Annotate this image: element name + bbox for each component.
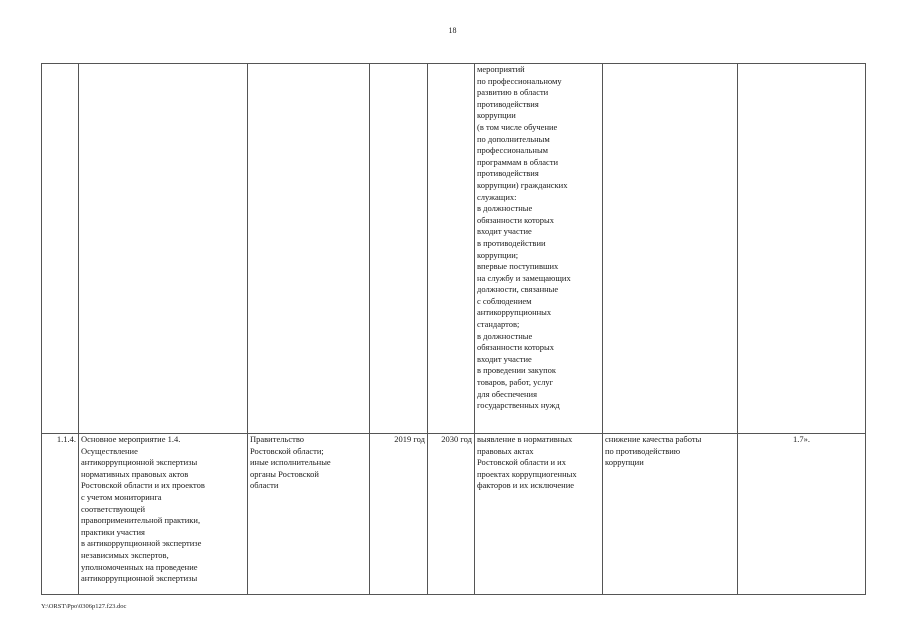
text-line: проектах коррупциогенных [477,468,577,479]
cell-start-year: 2019 год [370,434,428,595]
cell-number [42,64,79,434]
text-line: впервые поступивших [477,261,559,272]
cell-end-year [428,64,475,434]
text-line: должности, связанные [477,284,559,295]
cell-indicator [738,64,866,434]
text-line: развитию в области [477,87,549,98]
text-line: в должностные [477,330,533,341]
text-line: по профессиональному [477,75,562,86]
text-line: уполномоченных на проведение [81,561,198,572]
text-line: по противодействию [605,445,681,456]
text-line: Осуществление [81,445,138,456]
text-line: по дополнительным [477,133,550,144]
text-line: соответствующей [81,503,146,514]
text-line: коррупции [477,110,516,121]
cell-end-year: 2030 год [428,434,475,595]
text-line: в проведении закупок [477,365,556,376]
text-line: правовых актах [477,445,534,456]
text-line: в должностные [477,203,533,214]
text-line: коррупции [605,457,644,468]
text-line: входит участие [477,226,532,237]
text-line: антикоррупционной экспертизы [81,457,198,468]
page-number: 18 [448,26,457,35]
text-line: факторов и их исключение [477,480,575,491]
table-row [42,434,866,595]
text-line: практики участия [81,526,145,537]
text-line: государственных нужд [477,400,560,411]
text-line: мероприятий [477,64,525,74]
cell-consequences [603,64,738,434]
file-path: Y:\ORST\Ppo\0306p127.f23.doc [41,603,127,610]
text-line: коррупции) гражданских [477,179,568,190]
text-line: Правительство [250,434,305,444]
text-line: антикоррупционных [477,307,552,318]
cell-measure-name [79,64,248,434]
text-line: обязанности которых [477,214,555,225]
text-line: на службу и замещающих [477,272,571,283]
text-line: выявление в нормативных [477,434,573,444]
text-line: независимых экспертов, [81,549,169,560]
text-line: служащих: [477,191,517,202]
text-line: органы Ростовской [250,468,319,479]
cell-number: 1.1.4. [42,434,79,595]
text-line: стандартов; [477,319,520,330]
text-line: иные исполнительные [250,457,331,468]
text-line: антикоррупционной экспертизы [81,573,198,584]
text-line: обязанности которых [477,342,555,353]
text-line: противодействия [477,168,539,179]
measures-table [41,63,866,595]
cell-executor [248,434,370,595]
text-line: нормативных правовых актов [81,468,189,479]
text-line: Ростовской области; [250,445,324,456]
text-line: для обеспечения [477,388,537,399]
text-line: в антикоррупционной экспертизе [81,538,202,549]
text-line: (в том числе обучение [477,121,558,132]
cell-expected-result [475,434,603,595]
table-row [42,64,866,434]
text-line: программам в области [477,156,559,167]
cell-start-year [370,64,428,434]
text-line: товаров, работ, услуг [477,377,554,388]
text-line: противодействия [477,98,539,109]
text-line: правоприменительной практики, [81,515,201,526]
text-line: с соблюдением [477,295,532,306]
cell-expected-result [475,64,603,434]
text-line: снижение качества работы [605,434,702,444]
text-line: профессиональным [477,145,549,156]
text-line: Ростовской области и их проектов [81,480,205,491]
cell-indicator: 1.7». [738,434,866,595]
cell-measure-name [79,434,248,595]
text-line: с учетом мониторинга [81,491,162,502]
cell-consequences [603,434,738,595]
text-line: области [250,480,279,491]
text-line: коррупции; [477,249,519,260]
text-line: Основное мероприятие 1.4. [81,434,181,444]
text-line: входит участие [477,353,532,364]
text-line: в противодействии [477,237,546,248]
cell-executor [248,64,370,434]
text-line: Ростовской области и их [477,457,566,468]
